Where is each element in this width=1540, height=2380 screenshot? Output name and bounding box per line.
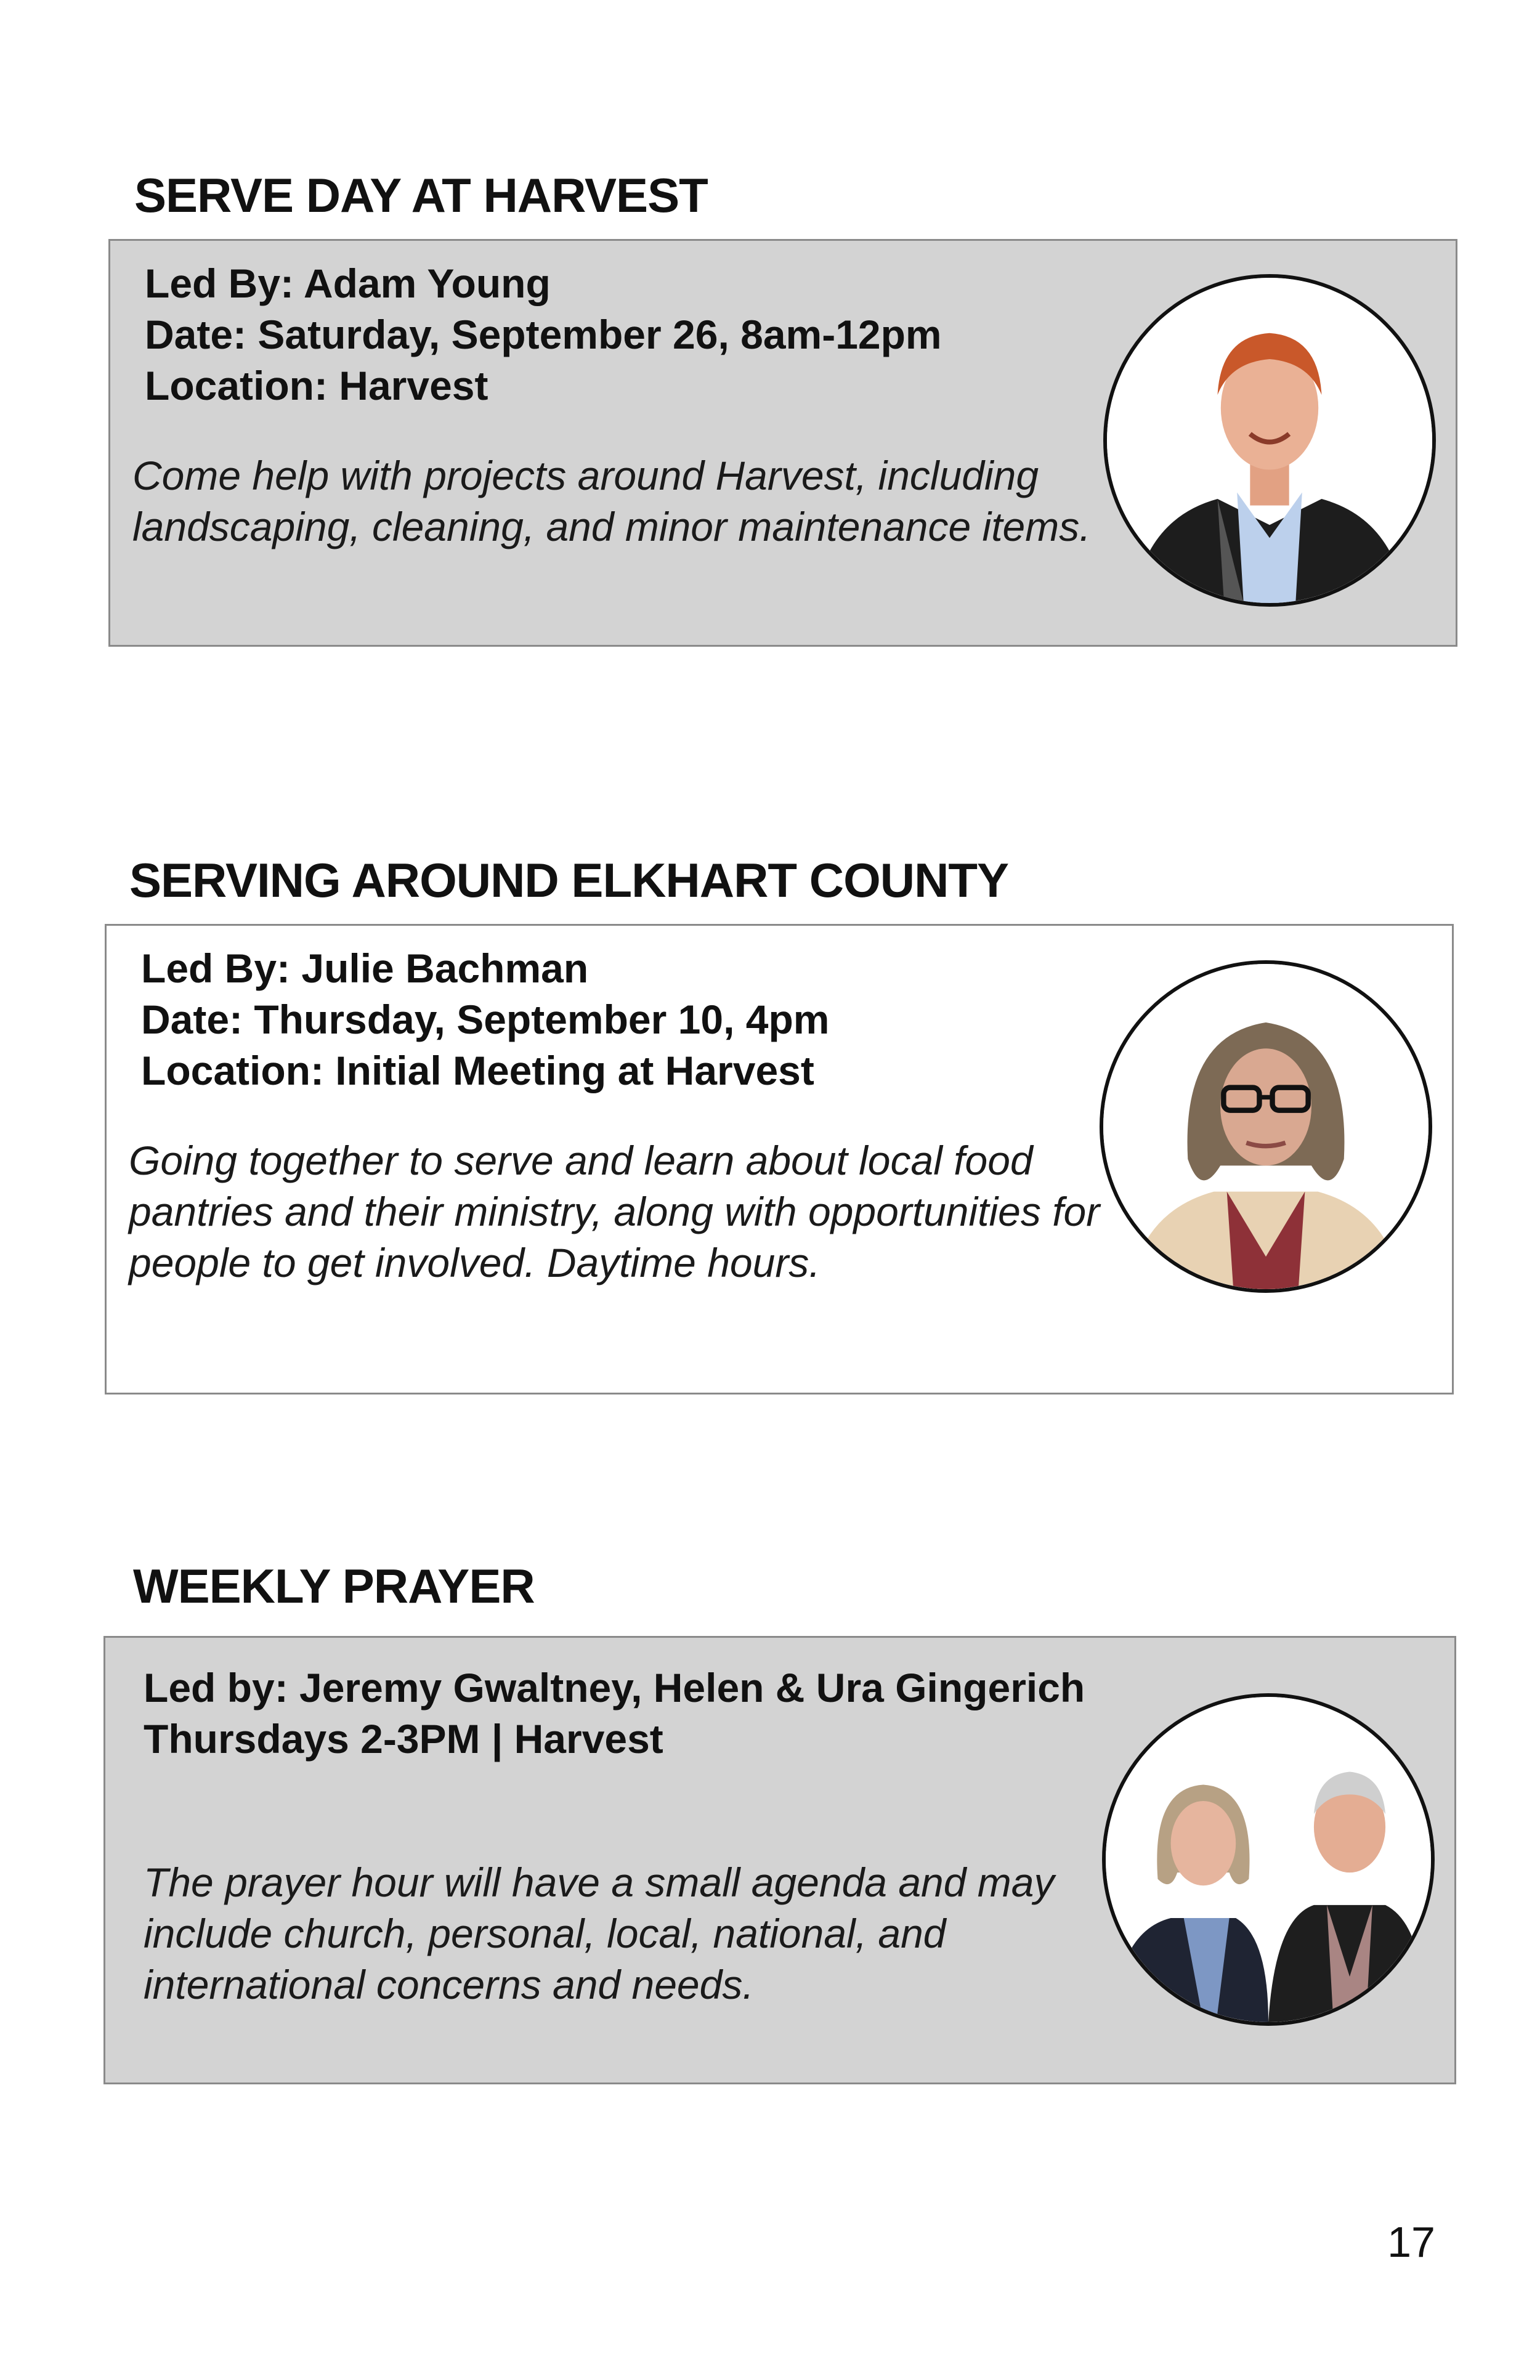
section-heading-weekly-prayer: WEEKLY PRAYER [133, 1559, 535, 1613]
led-by-text: Led by: Jeremy Gwaltney, Helen & Ura Gingerich [144, 1665, 1085, 1710]
led-by-text: Led By: Julie Bachman [141, 945, 589, 991]
event-details [144, 1662, 1085, 1765]
page-number: 17 [1387, 2218, 1435, 2266]
portrait-adam-young-image [1107, 278, 1432, 603]
section-heading-elkhart-county: SERVING AROUND ELKHART COUNTY [129, 853, 1009, 907]
section-heading-serve-day: SERVE DAY AT HARVEST [134, 168, 708, 222]
date-text: Date: Saturday, September 26, 8am-12pm [145, 312, 942, 357]
event-details [141, 943, 829, 1096]
event-card-serve-day [108, 239, 1457, 647]
event-description: Come help with projects around Harvest, including landscaping, cleaning, and minor maintenance items. [132, 453, 1091, 549]
date-text: Date: Thursday, September 10, 4pm [141, 997, 830, 1042]
event-description: Going together to serve and learn about local food pantries and their ministry, along with opportunities for people to get involved. Daytime hours. [129, 1138, 1100, 1285]
location-text: Location: Harvest [145, 363, 488, 408]
location-text: Location: Initial Meeting at Harvest [141, 1048, 814, 1093]
portrait-helen-ura-gingerich-image [1106, 1697, 1431, 2022]
event-details [145, 258, 942, 411]
event-card-elkhart-county [105, 924, 1454, 1394]
event-card-weekly-prayer [103, 1636, 1456, 2084]
led-by-text: Led By: Adam Young [145, 261, 551, 306]
leader-photo [1102, 1693, 1435, 2026]
portrait-julie-bachman-image [1103, 964, 1429, 1289]
schedule-text: Thursdays 2-3PM | Harvest [144, 1716, 663, 1762]
event-description: The prayer hour will have a small agenda and may include church, personal, local, national, and international concerns and needs. [144, 1860, 1055, 2007]
leader-photo [1103, 274, 1436, 607]
leader-photo [1100, 960, 1432, 1293]
